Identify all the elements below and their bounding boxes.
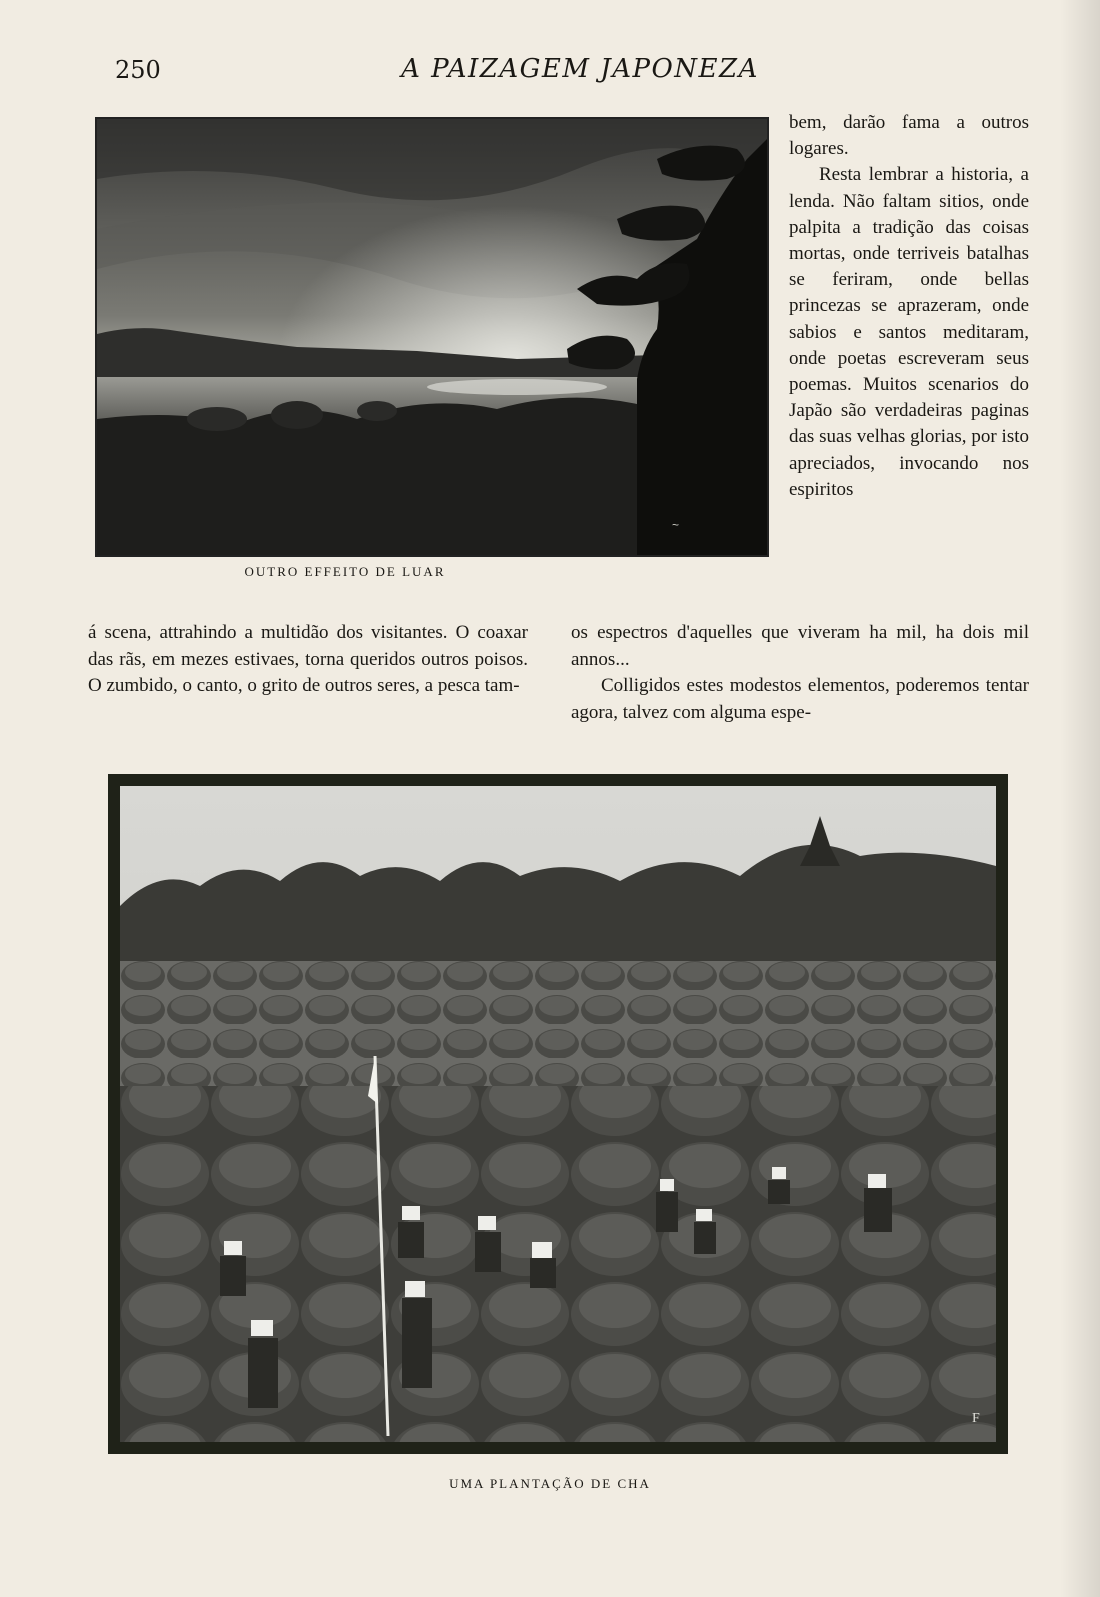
paragraph: bem, darão fama a outros logares. bbox=[789, 112, 1029, 160]
svg-text:~: ~ bbox=[672, 518, 680, 532]
svg-text:F: F bbox=[972, 1411, 980, 1426]
paragraph: Resta lembrar a historia, a lenda. Não faltam sitios, onde palpita a tradição das coisas mortas, onde terriveis batalhas se feriram, onde bellas princezas se aprazeram, onde sabios e santos meditaram, onde poetas escreveram seus poemas. Muitos scenarios do Japão são verdadeiras paginas das suas velhas glorias, por isto apreciados, invocando nos espiritos bbox=[789, 164, 1029, 500]
left-column-text bbox=[88, 620, 528, 700]
moonlight-caption: OUTRO EFFEITO DE LUAR bbox=[244, 564, 446, 579]
right-column-top-text bbox=[789, 110, 1029, 503]
tea-plantation-image-area bbox=[120, 786, 996, 1442]
paragraph: os espectros d'aquelles que viveram ha mil, ha dois mil annos... bbox=[571, 622, 1029, 670]
paragraph: Colligidos estes modestos elementos, poderemos tentar agora, talvez com alguma espe- bbox=[571, 675, 1029, 723]
tea-plantation-photo bbox=[108, 774, 1008, 1454]
moonlight-photo bbox=[95, 117, 769, 557]
paragraph: á scena, attrahindo a multidão dos visitantes. O coaxar das rãs, em mezes estivaes, torna queridos outros poisos. O zumbido, o canto, o grito de outros seres, a pesca tam- bbox=[88, 622, 528, 696]
running-title: A PAIZAGEM JAPONEZA bbox=[401, 54, 759, 84]
tea-caption: UMA PLANTAÇÃO DE CHA bbox=[449, 1476, 651, 1491]
tea-plantation-image bbox=[120, 786, 996, 1442]
page-number: 250 bbox=[115, 56, 161, 84]
moonlight-landscape-image bbox=[97, 119, 767, 555]
right-column-bottom-text bbox=[571, 620, 1029, 726]
page-edge-shadow bbox=[1060, 0, 1100, 1597]
